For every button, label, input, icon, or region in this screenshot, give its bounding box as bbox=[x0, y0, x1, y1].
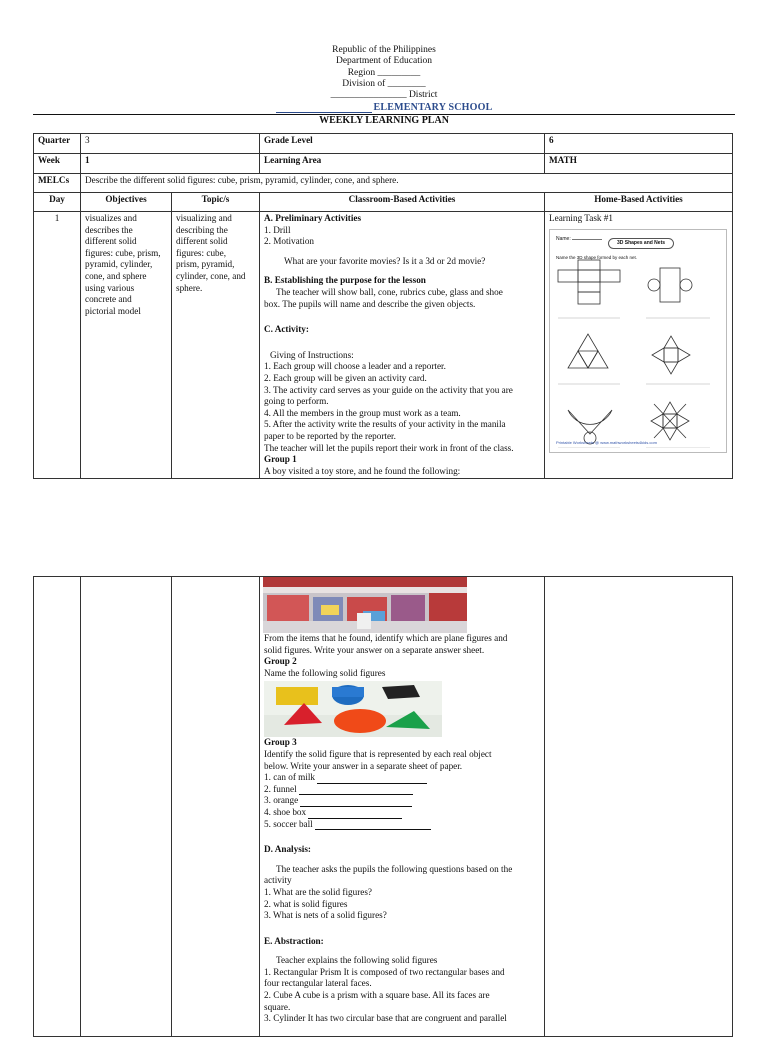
group-3-title: Group 3 bbox=[264, 737, 297, 748]
g3-item-5: 5. soccer ball bbox=[264, 819, 540, 831]
plan-table-continued bbox=[33, 576, 733, 1037]
g3-item-4: 4. shoe box bbox=[264, 807, 540, 819]
grade-value: 6 bbox=[545, 134, 733, 154]
day-number: 1 bbox=[34, 212, 81, 479]
g3-item-1: 1. can of milk bbox=[264, 772, 540, 784]
header-district: ________________ District bbox=[330, 90, 438, 100]
grade-label: Grade Level bbox=[260, 134, 545, 154]
school-name: ELEMENTARY SCHOOL bbox=[0, 102, 768, 113]
quarter-value: 3 bbox=[81, 134, 260, 154]
motivation-question: What are your favorite movies? Is it a 3d or 2d movie? bbox=[284, 255, 486, 266]
header-department: Department of Education bbox=[335, 56, 433, 66]
learning-task-label: Learning Task #1 bbox=[549, 213, 613, 223]
col-home: Home-Based Activities bbox=[545, 193, 733, 212]
group-1-title: Group 1 bbox=[264, 454, 297, 465]
objectives-cell: visualizes and describes the different solid figures: cube, prism, pyramid, cylinder, cone, and sphere using various concrete and pictorial model bbox=[81, 212, 172, 479]
week-label: Week bbox=[34, 154, 81, 174]
column-header-row bbox=[34, 193, 733, 212]
plan-title: WEEKLY LEARNING PLAN bbox=[319, 115, 449, 126]
col-topics: Topic/s bbox=[172, 193, 260, 212]
header-region: Region _________ bbox=[347, 68, 421, 78]
home-activities-cell bbox=[545, 212, 733, 479]
day-cell-cont bbox=[34, 577, 81, 1037]
section-d-title: D. Analysis: bbox=[264, 844, 311, 855]
toy-store-photo bbox=[263, 577, 467, 633]
plan-table-top bbox=[33, 133, 733, 479]
section-c-title: C. Activity: bbox=[264, 324, 309, 335]
nets-diagram bbox=[550, 248, 726, 448]
col-classroom: Classroom-Based Activities bbox=[260, 193, 545, 212]
area-value: MATH bbox=[545, 154, 733, 174]
topics-cell-cont bbox=[172, 577, 260, 1037]
melcs-row bbox=[34, 174, 733, 193]
quarter-label: Quarter bbox=[34, 134, 81, 154]
day-1-row bbox=[34, 212, 733, 479]
classroom-activities-cell-cont: From the items that he found, identify which are plane figures and solid figures. Write your answer on a separate answer sheet. Group 2 Name the following solid figures Group 3 Identify the solid figure that is represented by each real object below. Write your answer in a separate sheet of paper. 1. can of milk 2. funnel 3. orange 4. shoe box 5. soccer ball D. Analysis: The teacher asks the pupils the following questions based on the activity 1. What are the solid figures? 2. what is solid figures 3. What is nets of a solid figures? E. Abstraction: Teacher explains the following solid figures 1. Rectangular Prism It is composed of two rectangular bases and four rectangular lateral faces. 2. Cube A cube is a prism with a square base. All its faces are square. 3. Cylinder It has two circular base that are congruent and parallel bbox=[260, 577, 545, 1037]
header-division: Division of ________ bbox=[342, 79, 426, 89]
melcs-label: MELCs bbox=[34, 174, 81, 193]
section-a-title: A. Preliminary Activities bbox=[264, 213, 362, 223]
g3-item-2: 2. funnel bbox=[264, 784, 540, 796]
area-label: Learning Area bbox=[260, 154, 545, 174]
home-activities-cell-cont bbox=[545, 577, 733, 1037]
classroom-activities-cell: A. Preliminary Activities 1. Drill 2. Motivation What are your favorite movies? Is it a 3d or 2d movie? B. Establishing the purpose for the lesson The teacher will show ball, cone, rubrics cube, glass and shoe box. The pupils will name and describe the given objects. C. Activity: Giving of Instructions: 1. Each group will choose a leader and a reporter. 2. Each group will be given an activity card. 3. The activity card serves as your guide on the activity that you are going to perform. 4. All the members in the group must work as a team. 5. After the activity write the results of your activity in the manila paper to be reported by the reporter. The teacher will let the pupils report their work in front of the class. Group 1 A boy visited a toy store, and he found the following: bbox=[260, 212, 545, 479]
week-row bbox=[34, 154, 733, 174]
group-2-title: Group 2 bbox=[264, 656, 297, 667]
objectives-cell-cont bbox=[81, 577, 172, 1037]
week-value: 1 bbox=[81, 154, 260, 174]
solid-figures-photo bbox=[264, 681, 442, 737]
section-e-title: E. Abstraction: bbox=[264, 935, 324, 946]
col-objectives: Objectives bbox=[81, 193, 172, 212]
melcs-value: Describe the different solid figures: cube, prism, pyramid, cylinder, cone, and sphere. bbox=[81, 174, 733, 193]
header-republic: Republic of the Philippines bbox=[332, 45, 436, 55]
g3-item-3: 3. orange bbox=[264, 795, 540, 807]
nets-worksheet-image: Name: 3D Shapes and Nets Name the 3D shape formed by each net. Printable Worksheets @ www.mathworksheets4kids.com bbox=[549, 229, 727, 453]
day-1-row-continued bbox=[34, 577, 733, 1037]
quarter-row bbox=[34, 134, 733, 154]
col-day: Day bbox=[34, 193, 81, 212]
topics-cell: visualizing and describing the different solid figures: cube, prism, pyramid, cylinder, cone, and sphere. bbox=[172, 212, 260, 479]
section-b-title: B. Establishing the purpose for the lesson bbox=[264, 275, 426, 286]
